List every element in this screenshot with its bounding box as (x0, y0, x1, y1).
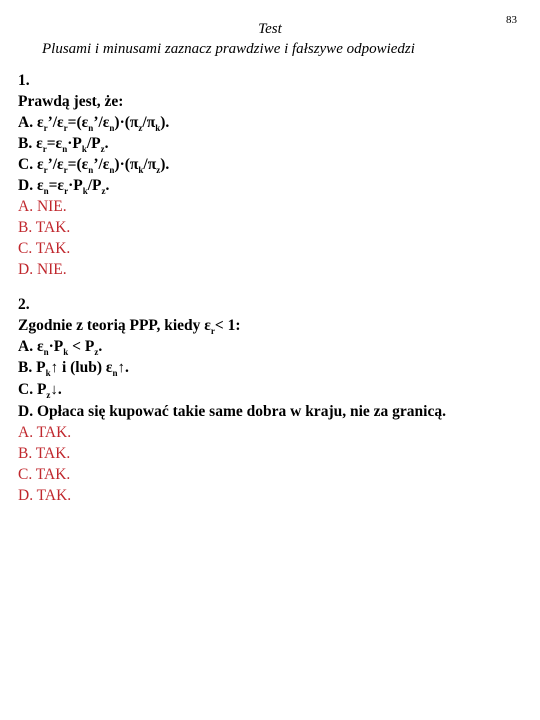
question-1-option-b: B. $\varepsilon_r=\varepsilon_n\cdot P_k/P_z$. (18, 135, 109, 154)
question-1-option-c: C. $\varepsilon_r’/\varepsilon_r=(\varepsilon_n’/\varepsilon_n)\cdot(\pi_k/\pi_z)$. (18, 156, 170, 175)
question-1-prompt: Prawdą jest, że: (18, 93, 124, 110)
question-1-option-d: D. $\varepsilon_n=\varepsilon_r\cdot P_k/P_z$. (18, 177, 110, 196)
question-1-number: 1. (18, 72, 30, 89)
page-title: Test (258, 21, 282, 37)
question-2-answer-a: A. TAK. (18, 424, 72, 441)
question-2-prompt: Zgodnie z teorią PPP, kiedy $\varepsilon_r< 1$: (18, 317, 241, 336)
question-1 (18, 70, 533, 280)
question-2-option-d: D. Opłaca się kupować takie same dobra w kraju, nie za granicą. (18, 403, 446, 420)
question-2-option-c: C. $P_z↓$. (18, 381, 62, 400)
question-2 (18, 294, 533, 506)
arrow-down-icon: ↓ (50, 382, 58, 398)
question-1-option-a: A. $\varepsilon_r’/\varepsilon_r=(\varepsilon_n’/\varepsilon_n)\cdot(\pi_z/\pi_k)$. (18, 114, 170, 133)
arrow-up-icon: ↑ (50, 360, 59, 376)
question-2-option-b: B. $P_k↑$ i (lub) $\varepsilon_n↑$. (18, 359, 129, 378)
question-2-answer-b: B. TAK. (18, 445, 71, 462)
question-2-answer-d: D. TAK. (18, 487, 72, 504)
question-2-option-a: A. $\varepsilon_n\cdot P_k < P_z$. (18, 338, 103, 357)
question-2-number: 2. (18, 296, 30, 313)
page-number: 83 (506, 14, 517, 26)
question-1-answer-a: A. NIE. (18, 198, 67, 215)
question-1-answer-b: B. TAK. (18, 219, 71, 236)
question-2-answer-c: C. TAK. (18, 466, 71, 483)
question-1-answer-c: C. TAK. (18, 240, 71, 257)
page-instruction: Plusami i minusami zaznacz prawdziwe i fałszywe odpowiedzi (42, 41, 415, 57)
question-1-answer-d: D. NIE. (18, 261, 67, 278)
arrow-up-icon: ↑ (117, 360, 126, 376)
